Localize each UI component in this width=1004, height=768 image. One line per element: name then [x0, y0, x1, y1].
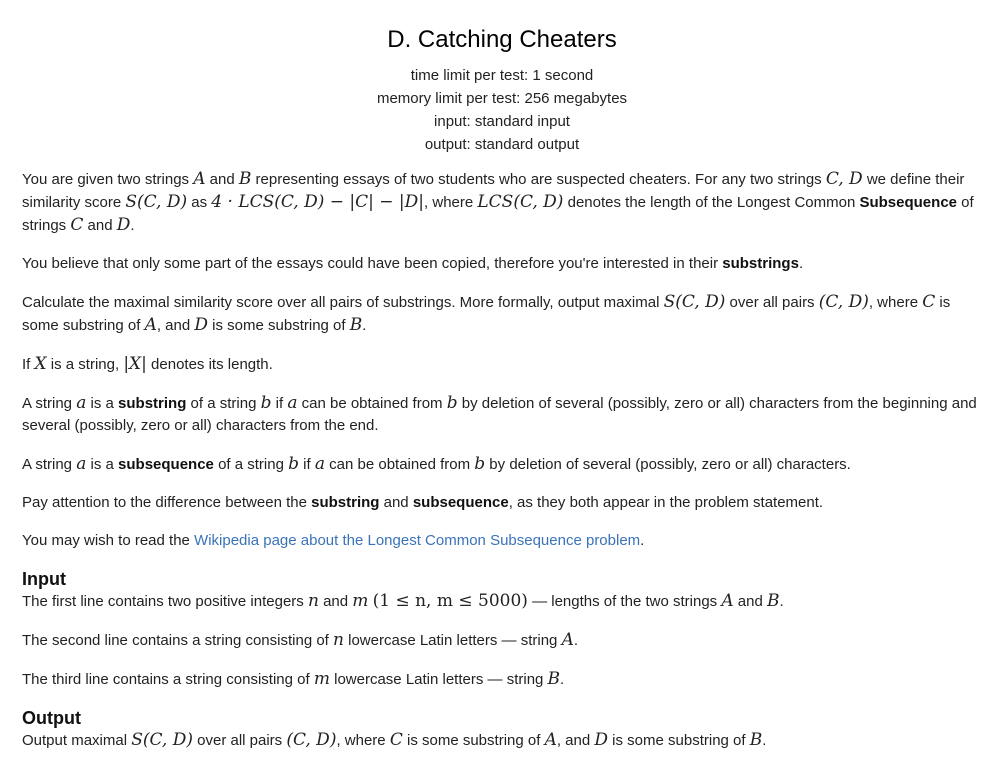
statement-paragraph: A string a is a subsequence of a string b if a can be obtained from b by deletion of several (possibly, zero or all) characters.	[22, 454, 851, 474]
input-type: input: standard input	[434, 113, 570, 130]
statement-paragraph: Pay attention to the difference between the substring and subsequence, as they both appear in the problem statement.	[22, 494, 824, 511]
statement-paragraph: A string a is a substring of a string b if a can be obtained from b by deletion of several (possibly, zero or all) characters from the beginning and several (possibly, zero or all) characters from the end.	[22, 393, 977, 434]
input-line: The third line contains a string consisting of m lowercase Latin letters — string B.	[22, 669, 565, 689]
input-line: The first line contains two positive integers n and m (1 ≤ n, m ≤ 5000) — lengths of the two strings A and B.	[22, 591, 784, 611]
statement-paragraph: You are given two strings A and B representing essays of two students who are suspected cheaters. For any two strings C, D we define their similarity score S(C, D) as 4 · LCS(C, D) − |C| − |D|, where LCS(C, D) denotes the length of the Longest Common Subsequence of strings C and D.	[22, 169, 974, 235]
statement-paragraph: Calculate the maximal similarity score over all pairs of substrings. More formally, output maximal S(C, D) over all pairs (C, D), where C is some substring of A, and D is some substring of B.	[22, 292, 951, 335]
problem-header	[0, 0, 1004, 156]
statement-paragraph: If X is a string, |X| denotes its length.	[22, 354, 273, 374]
output-type: output: standard output	[424, 136, 580, 153]
statement-paragraph: You believe that only some part of the essays could have been copied, therefore you're interested in their substrings.	[22, 255, 804, 272]
output-heading: Output	[22, 708, 81, 728]
wikipedia-lcs-link[interactable]: Wikipedia page about the Longest Common Subsequence problem	[194, 532, 641, 549]
output-line: Output maximal S(C, D) over all pairs (C, D), where C is some substring of A, and D is some substring of B.	[22, 730, 767, 750]
statement-paragraph: You may wish to read the Wikipedia page about the Longest Common Subsequence problem.	[22, 532, 645, 549]
time-limit: time limit per test: 1 second	[410, 67, 594, 84]
problem-statement	[22, 168, 990, 768]
problem-title: D. Catching Cheaters	[387, 26, 617, 53]
memory-limit: memory limit per test: 256 megabytes	[376, 90, 628, 107]
input-line: The second line contains a string consisting of n lowercase Latin letters — string A.	[22, 630, 579, 650]
input-heading: Input	[22, 569, 66, 589]
